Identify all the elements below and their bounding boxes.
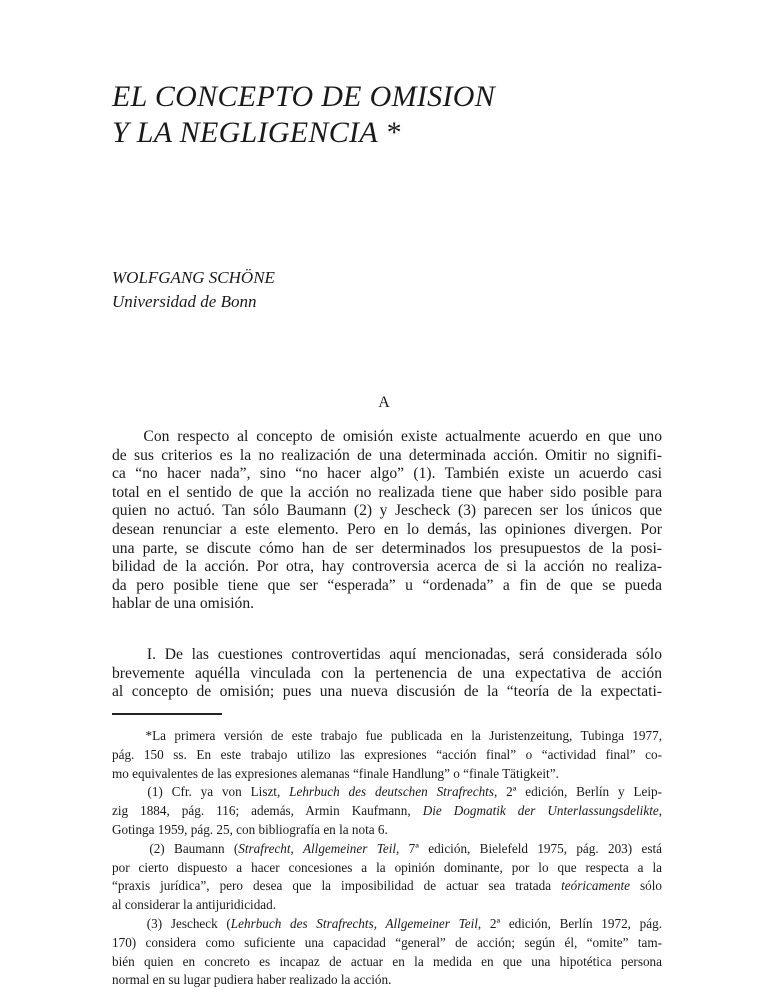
footnote-3: [112, 915, 662, 990]
text: bién quien en concreto es incapaz de actuar en la medida en que una hipotética persona: [112, 953, 662, 969]
title-line-1: EL CONCEPTO DE OMISION: [112, 80, 496, 113]
text: quien no actuó. Tan sólo Baumann (2) y Jescheck (3) parecen ser los únicos que: [112, 502, 662, 520]
text: zig 1884, pág. 116; además, Armin Kaufmann,: [112, 803, 423, 819]
footnote-line: [112, 877, 662, 896]
paragraph-1-line: [112, 521, 662, 540]
footnote-line: [112, 840, 662, 859]
footnote-line: [112, 746, 662, 765]
text: de sus criterios es la no realización de una determinada acción. Omitir no signifi-: [112, 446, 662, 464]
text: brevemente aquélla vinculada con la pertenencia de una expectativa de acción: [112, 664, 662, 682]
footnote-line: [112, 859, 662, 878]
footnote-line: [112, 971, 662, 990]
text: ca “no hacer nada”, sino “no hacer algo” (1). También existe un acuerdo casi: [112, 465, 662, 483]
footnotes: [112, 727, 662, 990]
paragraph-1-line: [112, 595, 662, 614]
paragraph-1-line: [112, 447, 662, 466]
text: , 2ª edición, Berlín 1972, pág.: [477, 915, 662, 931]
paragraph-1-line: [112, 577, 662, 596]
paragraph-1-line: [112, 558, 662, 577]
text: (3) Jescheck (: [112, 915, 231, 931]
paragraph-2-line: [112, 646, 662, 665]
italic-text: Die Dogmatik der Unterlassungsdelikte: [422, 803, 659, 819]
italic-text: teóricamente: [561, 878, 630, 894]
italic-text: Strafrecht, Allgemeiner Teil: [238, 840, 397, 856]
text: (2) Baumann (: [112, 840, 239, 856]
text: desean renunciar a este elemento. Pero en lo demás, las opiniones divergen. Por: [112, 520, 662, 538]
text: “praxis jurídica”, pero desea que la imposibilidad de actuar sea tratada: [112, 878, 562, 894]
text: (1) Cfr. ya von Liszt,: [112, 784, 290, 800]
text: por cierto dispuesto a hacer concesiones a la opinión dominante, por lo que respecta a la: [112, 859, 662, 875]
paragraph-1-line: [112, 502, 662, 521]
text: al concepto de omisión; pues una nueva discusión de la “teoría de la expectati-: [112, 683, 662, 701]
text: hablar de una omisión.: [112, 595, 255, 613]
text: mo equivalentes de las expresiones alemanas “finale Handlung” o “finale Tätigkeit”.: [112, 765, 559, 781]
paragraph-1-line: [112, 428, 662, 447]
title-line-2: Y LA NEGLIGENCIA *: [112, 116, 401, 149]
text: pág. 150 ss. En este trabajo utilizo las expresiones “acción final” o “actividad final” co-: [112, 746, 662, 762]
footnote-line: [112, 896, 662, 915]
author-affiliation: Universidad de Bonn: [112, 292, 257, 311]
section-heading: A: [378, 394, 390, 411]
text: 170) considera como suficiente una capacidad “general” de acción; según él, “omite” tam-: [112, 934, 662, 950]
footnote-line: [112, 953, 662, 972]
italic-text: Lehrbuch des deutschen Strafrechts: [289, 784, 494, 800]
text: sólo: [629, 878, 663, 894]
text: *La primera versión de este trabajo fue publicada en la Juristenzeitung, Tubinga 1977,: [112, 728, 662, 743]
text: Gotinga 1959, pág. 25, con bibliografía en la nota 6.: [112, 821, 388, 837]
text: da pero posible tiene que ser “esperada” u “ordenada” a fin de que se pueda: [112, 576, 662, 594]
text: Con respecto al concepto de omisión existe actualmente acuerdo en que uno: [112, 428, 662, 445]
text: ,: [658, 803, 663, 819]
paragraph-1-line: [112, 484, 662, 503]
text: normal en su lugar pudiera haber realizado la acción.: [112, 972, 392, 988]
footnote-line: [112, 727, 662, 746]
author-name: WOLFGANG SCHÖNE: [112, 268, 275, 287]
text: al considerar la antijuridicidad.: [112, 897, 277, 913]
text: total en el sentido de que la acción no realizada tiene que haber sido posible para: [112, 483, 662, 501]
footnote-1: [112, 783, 662, 839]
footnote-line: [112, 765, 662, 784]
footnote-0: [112, 727, 662, 783]
paragraph-1-line: [112, 540, 662, 559]
paragraph-1: [112, 428, 662, 614]
text: bilidad de la acción. Por otra, hay controversia acerca de si la acción no realiza-: [112, 558, 662, 576]
footnote-line: [112, 802, 662, 821]
italic-text: Lehrbuch des Strafrechts, Allgemeiner Teil: [230, 915, 478, 931]
text: , 7ª edición, Bielefeld 1975, pág. 203) está: [396, 840, 662, 856]
footnote-line: [112, 783, 662, 802]
paragraph-2-line: [112, 665, 662, 684]
paragraph-2: [112, 646, 662, 702]
footnote-2: [112, 840, 662, 915]
footnote-line: [112, 934, 662, 953]
text: , 2ª edición, Berlín y Leip-: [493, 784, 663, 800]
text: una parte, se discute cómo han de ser determinados los presupuestos de la posi-: [112, 539, 662, 557]
footnote-line: [112, 915, 662, 934]
text: I. De las cuestiones controvertidas aquí mencionadas, será considerada sólo: [112, 646, 662, 663]
footnote-line: [112, 821, 662, 840]
paragraph-2-line: [112, 683, 662, 702]
footnote-divider: [112, 713, 222, 715]
paragraph-1-line: [112, 465, 662, 484]
